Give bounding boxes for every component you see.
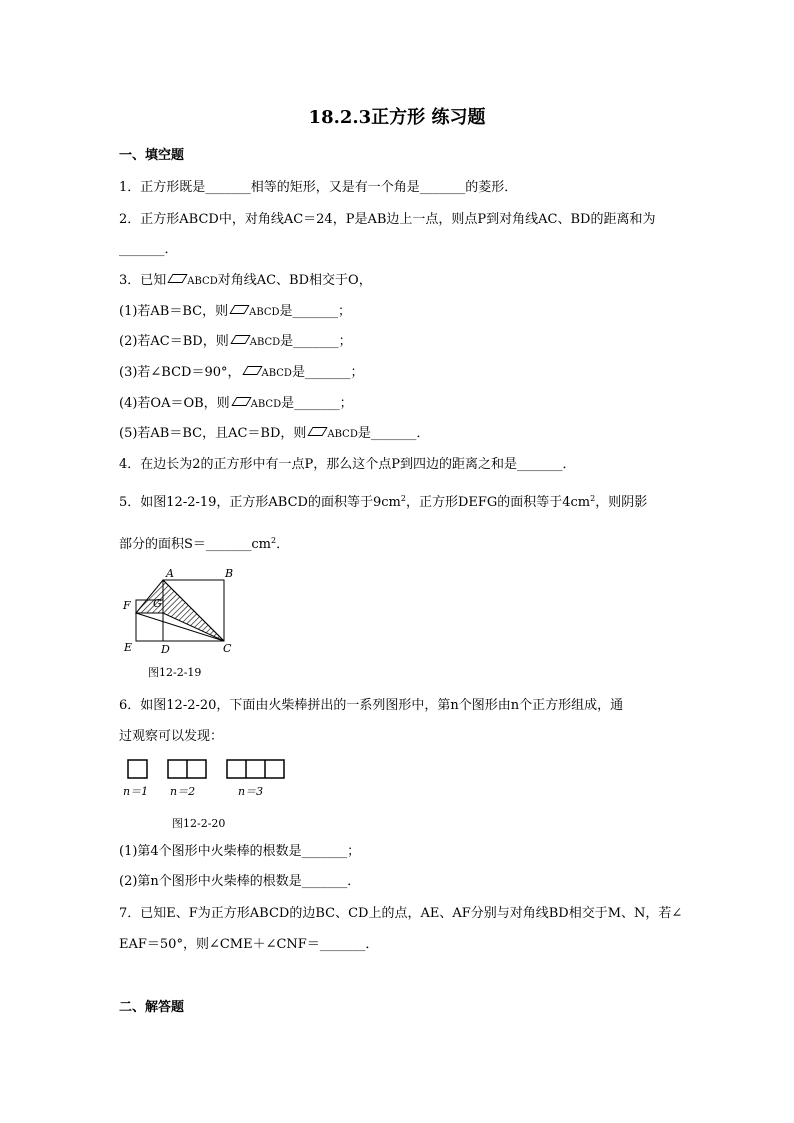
q3-p4-post: 是_______；	[281, 396, 353, 411]
question-5-line-2	[119, 537, 289, 553]
question-7-line-1: 7．已知E、F为正方形ABCD的边BC、CD上的点，AE、AF分别与对角线BD相交于M、N，若∠	[119, 906, 683, 921]
label-n1: n＝1	[123, 785, 149, 798]
q3-p4-abcd: ABCD	[250, 399, 282, 410]
question-6-part-1: (1)第4个图形中火柴棒的根数是_______；	[119, 844, 361, 859]
section-heading-answer: 二、解答题	[119, 1000, 185, 1015]
shaded-region	[136, 580, 224, 641]
figure-12-2-20-caption: 图12-2-20	[172, 817, 226, 830]
q3-p1-abcd: ABCD	[249, 307, 280, 318]
question-3-stem	[119, 273, 372, 290]
q3-post: 对角线AC、BD相交于O，	[217, 273, 372, 288]
parallelogram-icon	[230, 305, 250, 314]
question-2-line-2: _______．	[119, 242, 178, 257]
matchstick-figure-n2	[168, 760, 206, 778]
parallelogram-icon	[230, 335, 250, 344]
question-3-part-1	[119, 304, 351, 321]
question-6-line-1: 6．如图12-2-20，下面由火柴棒拼出的一系列图形中，第n个图形由n个正方形组成，通	[119, 698, 624, 713]
q3-p3-post: 是_______；	[291, 365, 364, 380]
parallelogram-icon	[242, 366, 262, 375]
q3-p2-post: 是_______；	[280, 334, 352, 349]
figure-12-2-20	[120, 755, 295, 800]
q5-sup-2: 2	[590, 494, 596, 503]
question-3-part-2	[119, 334, 352, 351]
question-7-line-2: EAF＝50°，则∠CME＋∠CNF＝_______．	[119, 937, 379, 952]
question-4: 4．在边长为2的正方形中有一点P，那么这个点P到四边的距离之和是_______．	[119, 457, 576, 472]
label-n3: n＝3	[238, 785, 264, 798]
page-title: 18.2.3正方形 练习题	[308, 107, 486, 128]
question-1: 1．正方形既是_______相等的矩形，又是有一个角是_______的菱形．	[119, 180, 518, 195]
q3-p5-pre: (5)若AB＝BC，且AC＝BD，则	[119, 426, 307, 441]
question-3-part-5	[119, 426, 429, 443]
q3-p1-pre: (1)若AB＝BC，则	[119, 304, 229, 319]
q5-line1-post: ，则阴影	[595, 495, 648, 510]
figure-12-2-19	[115, 565, 255, 657]
question-2-line-1: 2．正方形ABCD中，对角线AC＝24，P是AB边上一点，则点P到对角线AC、BD的距离和为	[119, 212, 656, 227]
matchstick-figure-n1	[128, 760, 147, 778]
q3-p3-pre: (3)若∠BCD＝90°，	[119, 365, 241, 380]
label-b: B	[225, 567, 234, 580]
question-6-part-2: (2)第n个图形中火柴棒的根数是_______．	[119, 874, 361, 889]
q3-p2-pre: (2)若AC＝BD，则	[119, 334, 229, 349]
q3-abcd: ABCD	[187, 276, 218, 287]
parallelogram-icon	[308, 427, 328, 436]
q5-line2-post: ．	[276, 537, 290, 552]
question-3-part-4	[119, 396, 353, 413]
q3-p5-abcd: ABCD	[327, 429, 358, 440]
label-g: G	[153, 597, 162, 610]
matchstick-figure-n3	[227, 760, 284, 778]
label-n2: n＝2	[170, 785, 196, 798]
q3-p2-abcd: ABCD	[249, 337, 281, 348]
figure-12-2-19-caption: 图12-2-19	[148, 666, 202, 679]
label-a: A	[166, 567, 174, 580]
q5-line1-mid: ，正方形DEFG的面积等于4cm	[405, 495, 591, 510]
q3-p4-pre: (4)若OA＝OB，则	[119, 396, 230, 411]
label-f: F	[123, 599, 131, 612]
parallelogram-icon	[168, 274, 188, 283]
q3-p5-post: 是_______．	[357, 426, 430, 441]
q3-pre: 3．已知	[119, 273, 167, 288]
section-heading-fill-in: 一、填空题	[119, 148, 185, 163]
parallelogram-icon	[231, 397, 251, 406]
q5-sup-3: 2	[271, 536, 277, 545]
label-e: E	[124, 641, 133, 654]
q3-p1-post: 是_______；	[279, 304, 352, 319]
label-d: D	[161, 643, 170, 656]
question-3-part-3	[119, 365, 363, 382]
q5-line1-pre: 5．如图12-2-19，正方形ABCD的面积等于9cm	[119, 495, 401, 510]
q3-p3-abcd: ABCD	[261, 368, 292, 379]
q5-line2-pre: 部分的面积S＝_______cm	[119, 537, 272, 552]
question-6-line-2: 过观察可以发现：	[119, 729, 224, 744]
label-c: C	[223, 642, 232, 655]
question-5-line-1	[119, 495, 647, 511]
q5-sup-1: 2	[400, 494, 406, 503]
